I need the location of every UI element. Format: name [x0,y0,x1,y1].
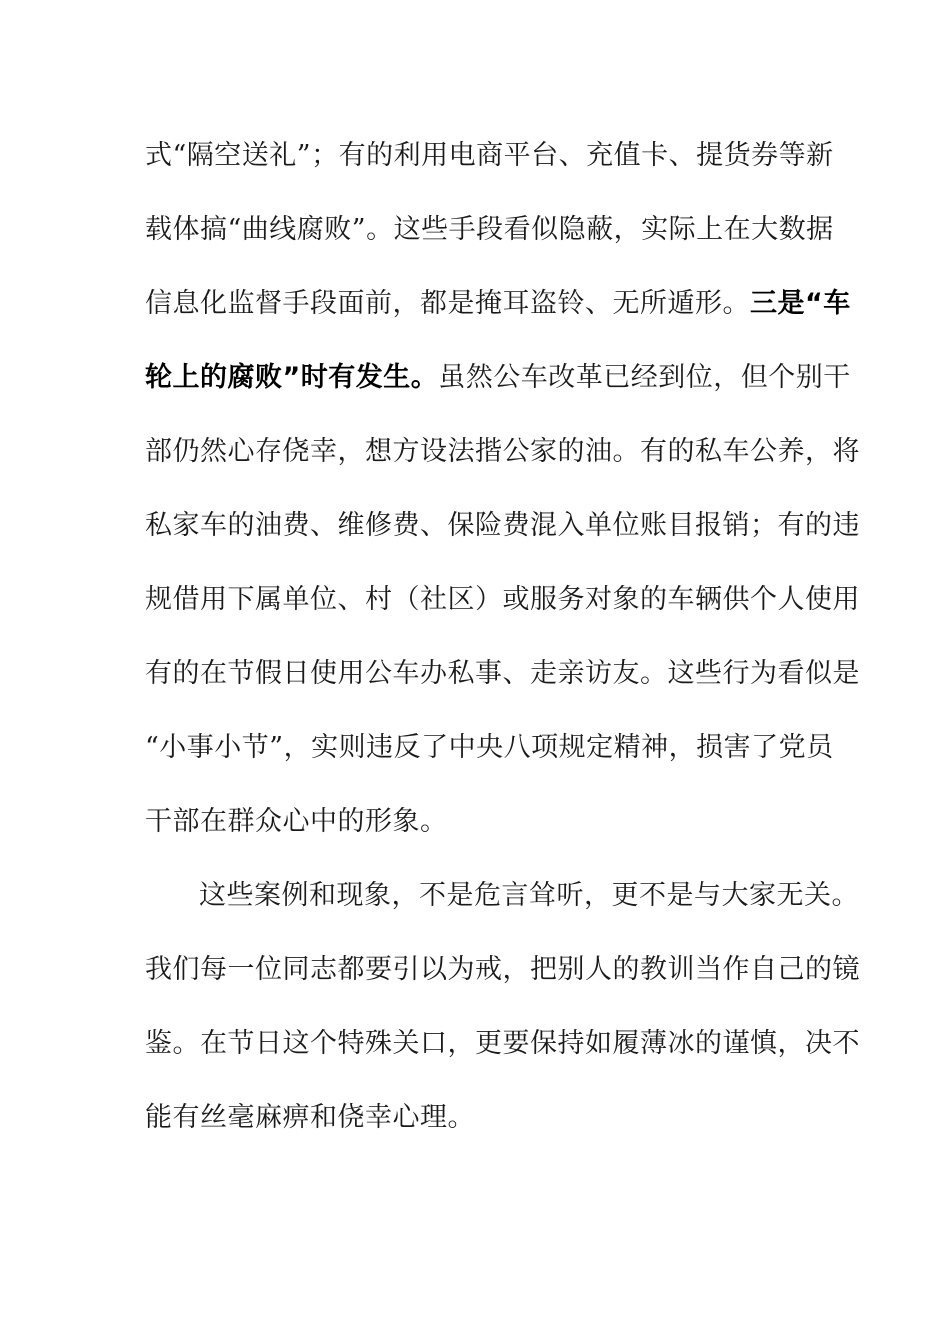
text-line: “小事小节”，实则违反了中央八项规定精神，损害了党员 [145,732,834,763]
text-line [145,284,851,324]
bold-heading-run: 三是“车 [750,288,851,319]
text-line: 我们每一位同志都要引以为戒，把别人的教训当作自己的镜 [145,954,860,985]
bold-heading-run: 轮上的腐败”时有发生。 [145,362,439,393]
text-line: 式“隔空送礼”；有的利用电商平台、充值卡、提货券等新 [145,140,834,171]
text-line [145,358,851,398]
text-line: 载体搞“曲线腐败”。这些手段看似隐蔽，实际上在大数据 [145,214,834,245]
text-line: 能有丝毫麻痹和侥幸心理。 [145,1102,475,1133]
paragraph-first-line: 这些案例和现象，不是危言耸听，更不是与大家无关。 [199,880,859,911]
text-run: 虽然公车改革已经到位，但个别干 [438,362,851,393]
text-line: 私家车的油费、维修费、保险费混入单位账目报销；有的违 [145,510,860,541]
text-line: 干部在群众心中的形象。 [145,806,448,837]
text-line: 规借用下属单位、村（社区）或服务对象的车辆供个人使用 [145,584,860,615]
text-run: 信息化监督手段面前，都是掩耳盗铃、无所遁形。 [145,288,750,319]
text-line: 有的在节假日使用公车办私事、走亲访友。这些行为看似是 [145,658,860,689]
text-line: 部仍然心存侥幸，想方设法揩公家的油。有的私车公养，将 [145,436,860,467]
text-line: 鉴。在节日这个特殊关口，更要保持如履薄冰的谨慎，决不 [145,1028,860,1059]
